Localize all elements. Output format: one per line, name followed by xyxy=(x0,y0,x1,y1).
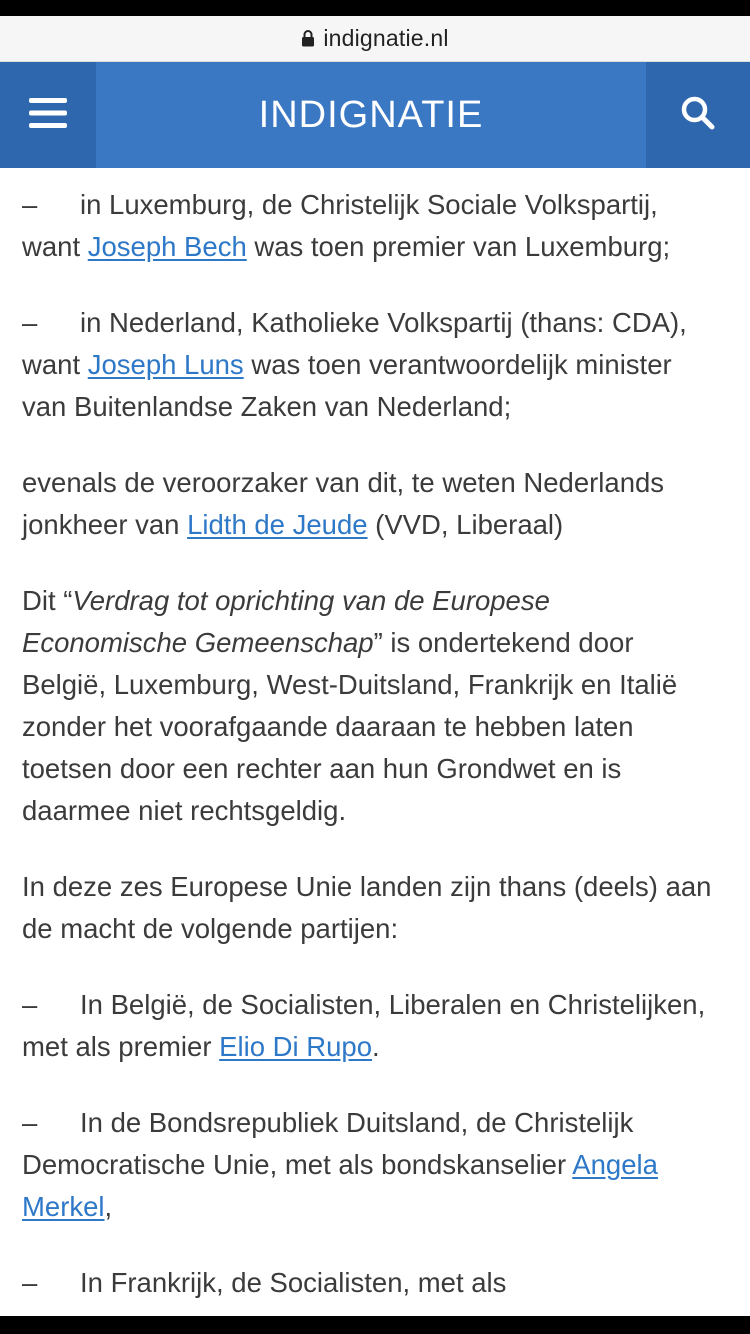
paragraph-zes-landen xyxy=(22,866,722,950)
lock-icon xyxy=(301,29,315,47)
paragraph-text: In Frankrijk, de Socialisten, met als xyxy=(80,1267,507,1298)
paragraph-duitsland xyxy=(22,1102,722,1228)
list-dash: – xyxy=(22,1107,38,1138)
bottom-bezel xyxy=(0,1316,750,1334)
paragraph-frankrijk xyxy=(22,1262,722,1304)
list-dash: – xyxy=(22,189,38,220)
menu-button[interactable] xyxy=(0,62,96,168)
paragraph-luxemburg xyxy=(22,184,722,268)
site-title[interactable]: INDIGNATIE xyxy=(258,93,484,136)
site-header xyxy=(0,62,750,168)
link-angela-merkel[interactable]: Angela Merkel xyxy=(22,1149,658,1222)
paragraph-veroorzaker xyxy=(22,462,722,546)
paragraph-text: Dit “ xyxy=(22,585,73,616)
paragraph-text: in Luxemburg, de Christelijk Sociale Volkspartij, want xyxy=(22,189,658,262)
list-dash: – xyxy=(22,989,38,1020)
link-elio-di-rupo[interactable]: Elio Di Rupo xyxy=(219,1031,372,1062)
paragraph-text: ” is ondertekend door België, Luxemburg, West-Duitsland, Frankrijk en Italië zonder het voorafgaande daaraan te hebben laten toetsen door een rechter aan hun Grondwet en is daarmee niet rechtsgeldig. xyxy=(22,627,678,826)
list-dash: – xyxy=(22,307,38,338)
treaty-title: Verdrag tot oprichting van de Europese Economische Gemeenschap xyxy=(22,585,550,658)
hamburger-menu-icon xyxy=(29,97,67,134)
browser-url-bar[interactable] xyxy=(0,16,750,62)
paragraph-text: was toen verantwoordelijk minister van Buitenlandse Zaken van Nederland; xyxy=(22,349,672,422)
paragraph-text: evenals de veroorzaker van dit, te weten Nederlands jonkheer van xyxy=(22,467,665,540)
link-lidth-de-jeude[interactable]: Lidth de Jeude xyxy=(187,509,368,540)
paragraph-text: , xyxy=(104,1191,113,1222)
paragraph-text: (VVD, Liberaal) xyxy=(367,509,564,540)
url-text[interactable]: indignatie.nl xyxy=(323,25,449,51)
paragraph-nederland xyxy=(22,302,722,428)
list-dash: – xyxy=(22,1267,38,1298)
paragraph-text: In België, de Socialisten, Liberalen en Christelijken, met als premier xyxy=(22,989,706,1062)
link-joseph-bech[interactable]: Joseph Bech xyxy=(87,231,247,262)
search-icon xyxy=(680,95,716,136)
paragraph-text: was toen premier van Luxemburg; xyxy=(246,231,671,262)
top-bezel xyxy=(0,0,750,16)
paragraph-belgie xyxy=(22,984,722,1068)
search-button[interactable] xyxy=(646,62,750,168)
link-joseph-luns[interactable]: Joseph Luns xyxy=(87,349,244,380)
paragraph-text: in Nederland, Katholieke Volkspartij (thans: CDA), want xyxy=(22,307,687,380)
paragraph-text: In deze zes Europese Unie landen zijn thans (deels) aan de macht de volgende partijen: xyxy=(22,871,712,944)
paragraph-text: In de Bondsrepubliek Duitsland, de Christelijk Democratische Unie, met als bondskanselier xyxy=(22,1107,634,1180)
article-body xyxy=(0,168,750,1304)
paragraph-text: . xyxy=(372,1031,380,1062)
paragraph-verdrag xyxy=(22,580,722,832)
